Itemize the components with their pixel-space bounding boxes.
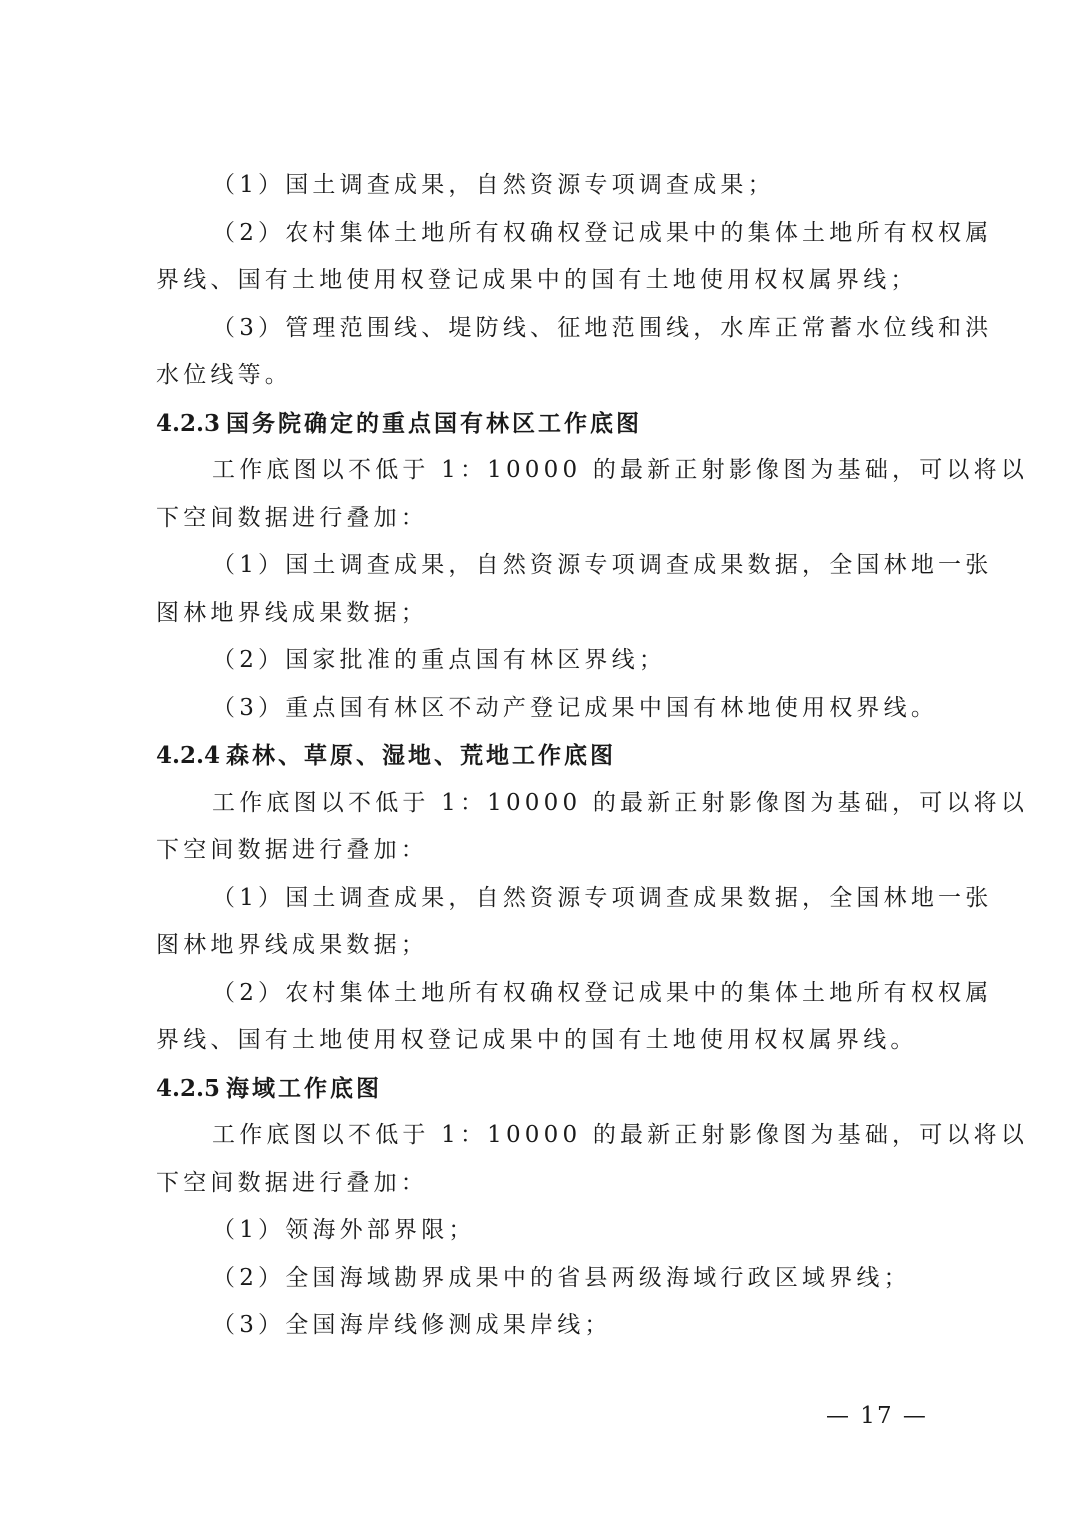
section-heading [156,732,926,780]
text-line: 工作底图以不低于 1：10000 的最新正射影像图为基础，可以将以 [212,789,1029,816]
text-line: 下空间数据进行叠加： [156,504,428,531]
text-line: （3）管理范围线、堤防线、征地范围线，水库正常蓄水位线和洪 [212,314,993,341]
text-line: （2）农村集体土地所有权确权登记成果中的集体土地所有权权属 [212,219,993,246]
text-line: 图林地界线成果数据； [156,599,428,626]
page-number: — 17 — [826,1403,928,1429]
text-line: （1）国土调查成果，自然资源专项调查成果数据，全国林地一张 [212,884,993,911]
text-line: （3）全国海岸线修测成果岸线； [212,1312,612,1338]
text-line: 工作底图以不低于 1：10000 的最新正射影像图为基础，可以将以 [212,457,1029,483]
text-line: （1）国土调查成果，自然资源专项调查成果； [212,172,775,198]
text-line: （2）农村集体土地所有权确权登记成果中的集体土地所有权权属 [212,979,993,1006]
text-line: 图林地界线成果数据； [156,932,428,958]
text-line: 工作底图以不低于 1：10000 的最新正射影像图为基础，可以将以 [212,1122,1029,1148]
text-line: （2）全国海域勘界成果中的省县两级海域行政区域界线； [212,1264,911,1291]
text-line: （1）领海外部界限； [212,1217,476,1243]
page-body [156,162,1029,1350]
text-line: 界线、国有土地使用权登记成果中的国有土地使用权权属界线。 [156,1027,918,1053]
text-line: （3）重点国有林区不动产登记成果中国有林地使用权界线。 [212,694,939,721]
section-heading [156,400,926,448]
section-number: 4.2.5 [156,1074,221,1102]
section-number: 4.2.4 [156,742,221,769]
section-title: 国务院确定的重点国有林区工作底图 [226,409,643,437]
section-number: 4.2.3 [156,409,221,437]
section-title: 海域工作底图 [226,1074,383,1102]
text-line: （2）国家批准的重点国有林区界线； [212,647,667,673]
text-line: 界线、国有土地使用权登记成果中的国有土地使用权权属界线； [156,267,918,293]
section-heading [156,1065,926,1113]
text-line: 下空间数据进行叠加： [156,1169,428,1196]
text-line: （1）国土调查成果，自然资源专项调查成果数据，全国林地一张 [212,552,993,578]
section-title: 森林、草原、湿地、荒地工作底图 [226,742,617,769]
text-line: 水位线等。 [156,362,292,388]
text-line: 下空间数据进行叠加： [156,837,428,863]
